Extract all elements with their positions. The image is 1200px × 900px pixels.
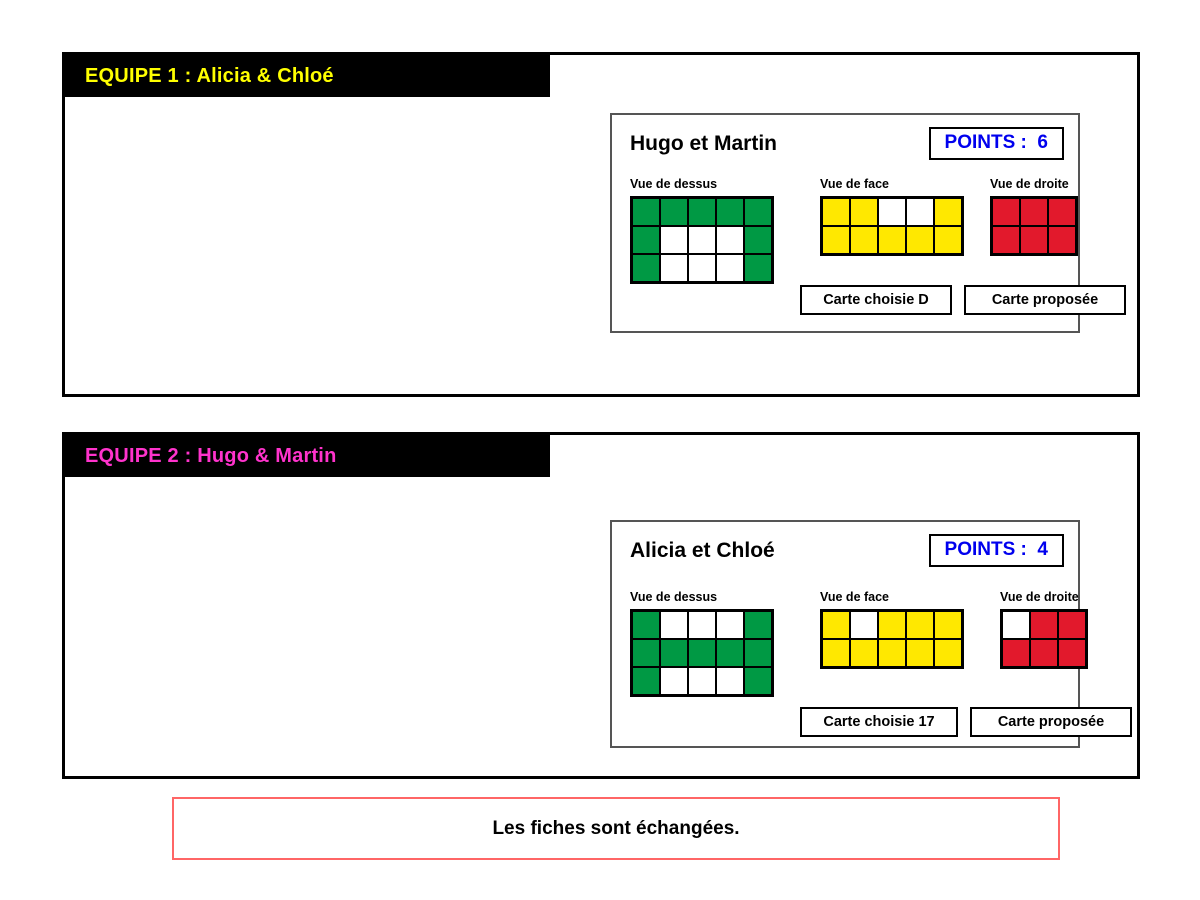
grid-cell <box>1030 639 1058 667</box>
card-1-proposed-card-box[interactable] <box>964 285 1126 315</box>
grid-cell <box>934 639 962 667</box>
grid-cell <box>660 198 688 226</box>
grid-cell <box>934 226 962 254</box>
grid-cell <box>992 226 1020 254</box>
card-2-grid-top <box>630 609 774 697</box>
team-2-header <box>65 435 550 477</box>
card-2-chosen-card-label: Carte choisie 17 <box>823 714 935 730</box>
grid-cell <box>878 226 906 254</box>
grid-cell <box>660 226 688 254</box>
card-1-view-right <box>990 177 1078 256</box>
grid-cell <box>1058 611 1086 639</box>
grid-cell <box>716 639 744 667</box>
team-panel-1 <box>62 52 1140 397</box>
grid-cell <box>632 254 660 282</box>
grid-cell <box>744 198 772 226</box>
grid-cell <box>632 667 660 695</box>
grid-cell <box>688 639 716 667</box>
grid-cell <box>744 226 772 254</box>
card-1-view-top <box>630 177 774 284</box>
team-1-header <box>65 55 550 97</box>
grid-cell <box>1002 611 1030 639</box>
grid-cell <box>688 226 716 254</box>
grid-cell <box>822 198 850 226</box>
grid-cell <box>906 198 934 226</box>
card-2-view-face <box>820 590 964 669</box>
card-2-view-top-label: Vue de dessus <box>630 590 718 604</box>
grid-cell <box>906 611 934 639</box>
card-1-grid-face <box>820 196 964 256</box>
grid-cell <box>744 611 772 639</box>
grid-cell <box>688 611 716 639</box>
card-2-proposed-card-box[interactable] <box>970 707 1132 737</box>
card-1-title: Hugo et Martin <box>630 132 777 155</box>
grid-cell <box>716 226 744 254</box>
grid-cell <box>822 611 850 639</box>
grid-cell <box>1048 198 1076 226</box>
grid-cell <box>822 639 850 667</box>
team-2-title: EQUIPE 2 : Hugo & Martin <box>85 444 337 467</box>
card-1-grid-right <box>990 196 1078 256</box>
grid-cell <box>1002 639 1030 667</box>
grid-cell <box>716 667 744 695</box>
grid-cell <box>992 198 1020 226</box>
grid-cell <box>632 639 660 667</box>
grid-cell <box>632 611 660 639</box>
grid-cell <box>878 198 906 226</box>
grid-cell <box>1058 639 1086 667</box>
grid-cell <box>660 254 688 282</box>
card-2-title: Alicia et Chloé <box>630 539 775 562</box>
grid-cell <box>716 611 744 639</box>
grid-cell <box>632 198 660 226</box>
grid-cell <box>688 254 716 282</box>
grid-cell <box>906 639 934 667</box>
grid-cell <box>744 254 772 282</box>
grid-cell <box>850 611 878 639</box>
card-1-view-face-label: Vue de face <box>820 177 890 191</box>
grid-cell <box>850 198 878 226</box>
card-1-view-top-label: Vue de dessus <box>630 177 718 191</box>
grid-cell <box>688 667 716 695</box>
grid-cell <box>1020 226 1048 254</box>
team-1-title: EQUIPE 1 : Alicia & Chloé <box>85 64 334 87</box>
card-2-view-right <box>1000 590 1088 669</box>
card-2-chosen-card-box[interactable] <box>800 707 958 737</box>
card-1-proposed-card-label: Carte proposée <box>991 292 1099 308</box>
grid-cell <box>934 198 962 226</box>
footer-status-text: Les fiches sont échangées. <box>492 817 740 839</box>
team-panel-2 <box>62 432 1140 779</box>
grid-cell <box>878 611 906 639</box>
card-1-grid-top <box>630 196 774 284</box>
footer-status-banner <box>172 797 1060 860</box>
card-2-proposed-card-label: Carte proposée <box>997 714 1105 730</box>
card-2-view-right-label: Vue de droite <box>1000 590 1079 604</box>
card-2-grid-face <box>820 609 964 669</box>
grid-cell <box>688 198 716 226</box>
card-1-chosen-card-box[interactable] <box>800 285 952 315</box>
grid-cell <box>660 611 688 639</box>
card-1-view-face <box>820 177 964 256</box>
card-2-points-badge <box>929 534 1064 567</box>
card-1-chosen-card-label: Carte choisie D <box>823 292 929 308</box>
grid-cell <box>906 226 934 254</box>
grid-cell <box>934 611 962 639</box>
grid-cell <box>632 226 660 254</box>
card-2-view-top <box>630 590 774 697</box>
grid-cell <box>822 226 850 254</box>
card-1-points-badge <box>929 127 1064 160</box>
grid-cell <box>744 667 772 695</box>
grid-cell <box>1030 611 1058 639</box>
grid-cell <box>1020 198 1048 226</box>
grid-cell <box>850 639 878 667</box>
grid-cell <box>1048 226 1076 254</box>
card-2-points-value: POINTS : 4 <box>944 539 1048 560</box>
card-1-points-value: POINTS : 6 <box>944 132 1048 153</box>
team-2-card <box>610 520 1105 748</box>
grid-cell <box>878 639 906 667</box>
card-2-view-face-label: Vue de face <box>820 590 890 604</box>
grid-cell <box>716 198 744 226</box>
team-1-card <box>610 113 1099 333</box>
grid-cell <box>660 667 688 695</box>
grid-cell <box>744 639 772 667</box>
grid-cell <box>660 639 688 667</box>
card-2-grid-right <box>1000 609 1088 669</box>
card-1-view-right-label: Vue de droite <box>990 177 1069 191</box>
grid-cell <box>850 226 878 254</box>
grid-cell <box>716 254 744 282</box>
